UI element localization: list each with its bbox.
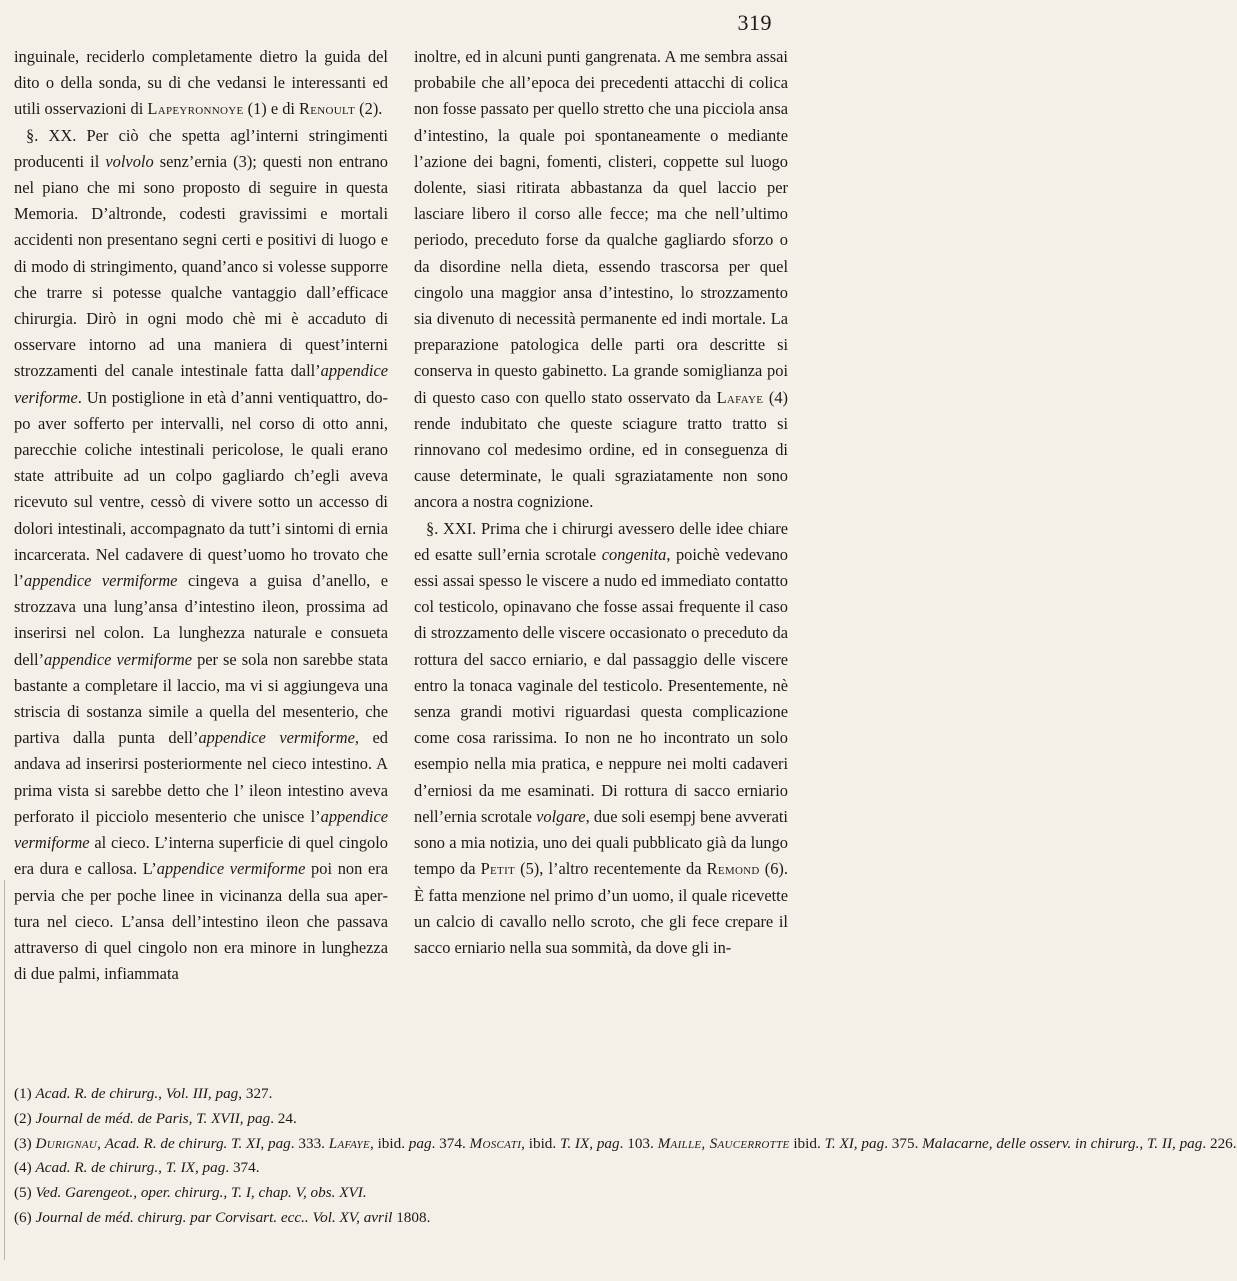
paragraph-renoult-ending bbox=[14, 44, 388, 123]
styled-text: Ved. Garengeot., oper. chirurg., T. I, chap. V, obs. XVI. bbox=[35, 1184, 367, 1202]
text-run: cingeva a guisa d’anello, e strozzava una lung’ansa d’intestino ileon, prossima ad inserirsi nel colon. La lunghezza naturale e consueta dell’ bbox=[14, 571, 389, 669]
styled-text: volvolo bbox=[105, 151, 154, 171]
text-run: (2). bbox=[355, 99, 383, 119]
styled-text: T. XI, pag bbox=[824, 1134, 885, 1152]
paragraph-section-xxi bbox=[414, 516, 788, 961]
text-run: (6). È fatta menzione nel primo d’un uomo, il quale ricevette un calcio di cavallo nello scroto, che gli fece crepare il sacco erniario nella sua sommità, da dove gli in- bbox=[414, 859, 788, 957]
styled-text: congenita bbox=[601, 544, 667, 564]
footnote bbox=[14, 1082, 774, 1107]
styled-text: appendice vermiforme bbox=[44, 649, 193, 669]
footnote bbox=[14, 1107, 774, 1132]
text-run: , bbox=[97, 1134, 105, 1152]
text-run: ibid. bbox=[789, 1134, 825, 1152]
styled-text: volgare bbox=[536, 806, 586, 826]
styled-text: appendice vermiforme bbox=[198, 728, 355, 748]
text-run: . 226. bbox=[1202, 1134, 1237, 1152]
text-run: . 374. bbox=[431, 1134, 470, 1152]
text-run: , poichè vedevano essi assai spesso le viscere a nudo ed immediato contatto col testicolo, opinavano che fosse assai frequente il caso di strozzamento delle viscere occasionato o preceduto da rottura del sacco erniario, e dal passaggio delle viscere entro la tonaca vaginale del testicolo. Presentemente, nè senza grandi motivi riguardasi questa complicazione come cosa rarissima. Io non ne ho incontrato un solo esempio nella mia pratica, e neppure nei molti cadaveri d’erniosi da me esaminati. Di rottura di sacco erniario nell’ernia scrotale bbox=[414, 544, 788, 826]
text-run: . 375. bbox=[884, 1134, 923, 1152]
text-run: §. XX. Per ciò che spetta agl’interni stringimenti producenti il bbox=[14, 125, 388, 171]
styled-text: appendice veriforme bbox=[14, 361, 388, 407]
styled-text: appendice vermiforme bbox=[24, 571, 178, 591]
styled-text: Lafaye bbox=[716, 387, 764, 407]
footnote bbox=[14, 1132, 1237, 1157]
styled-text: Remond bbox=[706, 859, 760, 879]
styled-text: Maille, Saucerrotte bbox=[657, 1134, 790, 1152]
styled-text: Journal de méd. chirurg. par Corvisart. ecc.. Vol. XV, avril bbox=[35, 1208, 393, 1226]
text-run: . Un postiglione in età d’anni ventiquattro, dopo aver sofferto per intervalli, nel corso di otto anni, parecchie coliche intestinali pericolose, le quali erano state attribuite ad un colpo gagliardo ch’egli aveva ricevuto sul ventre, cessò di vivere sotto un accesso di dolori intestinali, accompagnato da tutt’i sintomi di ernia incarcerata. Nel cadavere di quest’uomo ho trovato che l’ bbox=[14, 387, 388, 591]
text-run: §. XXI. Prima che i chirurgi avessero delle idee chiare ed esatte sull’ernia scrotale bbox=[414, 518, 788, 564]
text-run: (1) bbox=[14, 1085, 36, 1102]
text-run: , ed andava ad inserirsi posteriormente nel cieco intestino. A prima vista si sarebbe detto che l’ ileon intestino aveva perforato il picciolo mesenterio che unisce l’ bbox=[14, 728, 388, 826]
text-run: 1808. bbox=[392, 1208, 431, 1226]
styled-text: Acad. R. de chirurg. T. XI, pag bbox=[104, 1134, 291, 1152]
styled-text: Acad. R. de chirurg., T. IX, pag bbox=[35, 1159, 226, 1177]
styled-text: appendice vermiforme bbox=[156, 859, 306, 879]
styled-text: Journal de méd. de Paris, T. XVII, pag bbox=[35, 1109, 271, 1127]
paragraph-section-xx bbox=[14, 123, 388, 988]
footnotes bbox=[14, 1082, 1237, 1231]
styled-text: Lafaye bbox=[328, 1134, 370, 1152]
page-edge-shadow bbox=[4, 880, 5, 1260]
styled-text: Renoult bbox=[299, 99, 356, 119]
paragraph-appendix-continuation bbox=[414, 44, 788, 516]
left-column bbox=[14, 44, 388, 987]
text-run: inoltre, ed in alcuni punti gangrenata. A me sembra assai probabile che all’epoca dei precedenti attacchi di colica non fosse passato per quello stretto che una picciola ansa d’intestino, la quale poi spontaneamente o mediante l’azione dei bagni, fomenti, clisteri, coppette sul luogo dolente, siasi ritirata abbastanza da quel laccio per lasciare libero il corso alle fecce; ma che nell’ultimo periodo, preceduto forse da qualche gagliardo sforzo o da disordine nella dieta, essendo trascorsa per quel cingolo una maggior ansa d’intestino, lo strozzamento sia divenuto di necessità permanente ed indi mortale. La preparazione patologica delle parti ora descritte si conserva in questo gabinetto. La grande somiglianza poi di questo caso con quello stato osservato da bbox=[414, 47, 788, 407]
text-run: inguinale, reciderlo completamente dietro la guida del dito o della sonda, su di che vedansi le interessanti ed utili osservazioni di bbox=[14, 47, 388, 119]
text-run: , ibid. bbox=[521, 1134, 560, 1152]
text-run: (4) bbox=[14, 1159, 36, 1177]
styled-text: Petit bbox=[480, 859, 516, 879]
styled-text: Moscati bbox=[469, 1134, 522, 1152]
text-run: (5) bbox=[14, 1184, 36, 1202]
text-run: (3) bbox=[14, 1134, 36, 1152]
styled-text: T. IX, pag bbox=[560, 1134, 620, 1152]
body-columns bbox=[14, 44, 788, 987]
text-run: (4) rende indubitato che queste sciagure tratto tratto si rinnovano col medesimo ordine, ed in conseguenza di cause determinate, le quali sgraziatamente non sono ancora a nostra cognizione. bbox=[414, 387, 788, 512]
styled-text: Durignau bbox=[35, 1134, 98, 1152]
footnote bbox=[14, 1206, 774, 1231]
text-run: . 374. bbox=[225, 1159, 260, 1177]
text-run: senz’ernia (3); questi non entrano nel piano che mi sono proposto di seguire in questa Memoria. D’altronde, codesti gravissimi e mortali accidenti non presentano segni certi e positivi di luogo e di modo di stringimento, quand’anco si volesse supporre che trarre si potesse qualche vantaggio dall’efficace chirurgia. Dirò in ogni modo chè mi è accaduto di osservare intorno ad una maniera di quest’interni strozzamenti del canale intestinale fatta dall’ bbox=[14, 151, 388, 381]
page-number: 319 bbox=[737, 10, 772, 35]
text-run: , 327. bbox=[238, 1085, 273, 1102]
text-run: . 103. bbox=[619, 1134, 658, 1152]
text-run: . 333. bbox=[290, 1134, 329, 1152]
right-column bbox=[414, 44, 788, 987]
footnote bbox=[14, 1181, 774, 1206]
text-run: al cieco. L’interna superficie di quel cingolo era dura e callosa. L’ bbox=[14, 833, 388, 879]
styled-text: Malacarne, delle osserv. in chirurg., T. II, pag bbox=[922, 1134, 1203, 1152]
text-run: poi non era pervia che per poche linee in vicinanza della sua apertura nel cieco. L’ansa dell’intestino ileon che passava attraverso di quel cingolo non era minore in lunghezza di due palmi, infiammata bbox=[14, 859, 388, 984]
styled-text: appendice vermiforme bbox=[14, 806, 388, 853]
styled-text: Lapeyronnoye bbox=[147, 99, 244, 119]
styled-text: Acad. R. de chirurg., Vol. III, pag bbox=[35, 1085, 239, 1102]
text-run: , due soli esempj bene avverati sono a mia notizia, uno dei quali pubblicato già da lungo tempo da bbox=[414, 806, 788, 879]
styled-text: pag bbox=[408, 1134, 432, 1152]
text-run: . 24. bbox=[270, 1109, 297, 1127]
text-run: (6) bbox=[14, 1208, 36, 1226]
footnote bbox=[14, 1156, 774, 1181]
text-run: (2) bbox=[14, 1109, 36, 1127]
text-run: (5), l’altro recentemente da bbox=[515, 859, 707, 879]
text-run: per se sola non sarebbe stata bastante a completare il laccio, ma vi si aggiungeva una striscia di sostanza simile a quella del mesenterio, che partiva dalla punta dell’ bbox=[14, 649, 388, 748]
text-run: , ibid. bbox=[369, 1134, 409, 1152]
text-run: (1) e di bbox=[243, 99, 300, 119]
